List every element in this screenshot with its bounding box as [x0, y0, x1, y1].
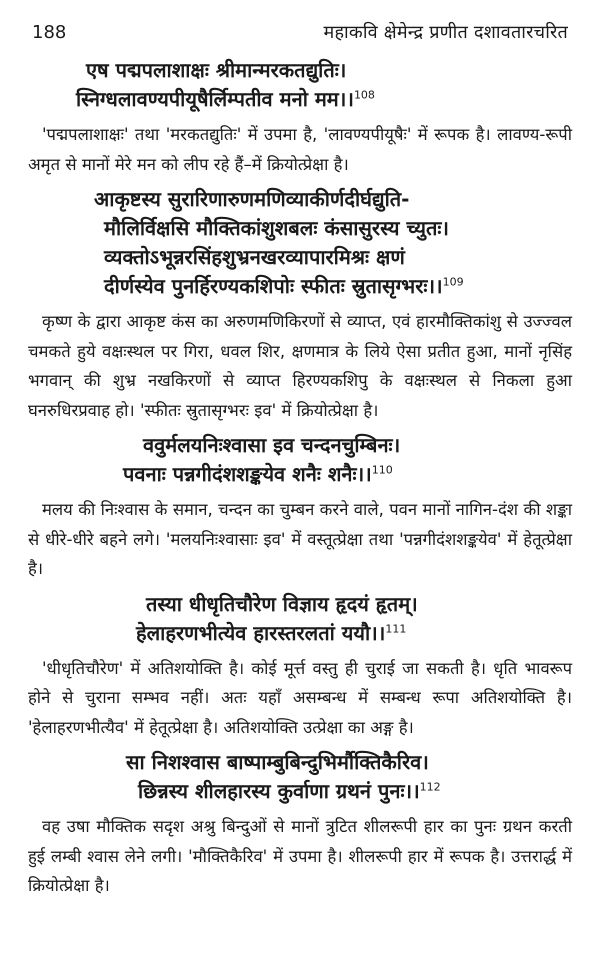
- verse-line: सा निशश्वास बाष्पाम्बुबिन्दुभिर्मौक्तिकैरिव।: [126, 750, 429, 774]
- verse-line-last: [28, 460, 572, 489]
- verse-111: [28, 590, 572, 648]
- commentary-paragraph: 'धीधृतिचौरेण' में अतिशयोक्ति है। कोई मूर्त्त वस्तु ही चुराई जा सकती है। धृति भावरूप होने से चुराना सम्भव नहीं। अतः यहाँ असम्बन्ध में सम्बन्ध रूपा अतिशयोक्ति है। 'हेलाहरणभीत्यैव' में हेतूत्प्रेक्षा है। अतिशयोक्ति उत्प्रेक्षा का अङ्ग है।: [28, 658, 572, 737]
- verse-line: व्यक्तोऽभून्नरसिंहशुभ्रनखरव्यापारमिश्रः क्षणं: [104, 245, 405, 269]
- verse-line: मौलिर्विक्षसि मौक्तिकांशुशबलः कंसासुरस्य च्युतः।: [104, 216, 449, 240]
- verse-line-text: स्निग्धलावण्यपीयूषैर्लिम्पतीव मनो मम।।: [76, 87, 354, 111]
- verse-112: [28, 748, 572, 806]
- commentary-paragraph: मलय की निःश्वास के समान, चन्दन का चुम्बन करने वाले, पवन मानों नागिन-दंश की शङ्का से धीरे-धीरे बहने लगे। 'मलयनिःश्वासाः इव' में वस्तूत्प्रेक्षा तथा 'पन्नगीदंशशङ्कयेव' में हेतूत्प्रेक्षा है।: [28, 500, 572, 578]
- verse-110: [28, 431, 572, 489]
- verse-108: [28, 56, 572, 114]
- verse-line-text: पवनाः पन्नगीदंशशङ्कयेव शनैः शनैः।।: [123, 462, 372, 486]
- verse-line: एष पद्मपलाशाक्षः श्रीमान्मरकतद्युतिः।: [86, 58, 347, 82]
- verse-line-text: छिन्नस्य शीलहारस्य कुर्वाणा ग्रथनं पुनः।।: [138, 779, 420, 803]
- running-title: महाकवि क्षेमेन्द्र प्रणीत दशावतारचरित: [323, 22, 568, 43]
- verse-line-text: हेलाहरणभीत्येव हारस्तरलतां ययौ।।: [136, 620, 386, 645]
- commentary-paragraph: कृष्ण के द्वारा आकृष्ट कंस का अरुणमणिकिरणों से व्याप्त, एवं हारमौक्तिकांशु से उज्ज्वल चमकते हुये वक्षःस्थल पर गिरा, धवल शिर, क्षणमात्र के लिये ऐसा प्रतीत हुआ, मानों नृसिंह भगवान् की शुभ्र नखकिरणों से व्याप्त हिरण्यकशिपु के वक्षःस्थल से निकला हुआ घनरुधिरप्रवाह हो। 'स्फीतः स्रुतासृग्भरः इव' में क्रियोत्प्रेक्षा है।: [28, 312, 572, 420]
- footnote-ref: 112: [419, 780, 441, 794]
- verse-109: [28, 185, 572, 301]
- verse-line-last: [28, 619, 572, 648]
- footnote-ref: 110: [371, 463, 393, 477]
- verse-line: ववुर्मलयनिःश्वासा इव चन्दनचुम्बिनः।: [143, 433, 401, 457]
- verse-line: तस्या धीधृतिचौरेण विज्ञाय हृदयं हृतम्।: [146, 591, 418, 616]
- page-number: 188: [32, 22, 67, 43]
- verse-line-text: दीर्णस्येव पुनर्हिरण्यकशिपोः स्फीतः स्रुतासृग्भरः।।: [104, 274, 443, 298]
- verse-line: आकृष्टस्य सुरारिणारुणमणिव्याकीर्णदीर्घद्युति-: [94, 187, 410, 211]
- commentary-paragraph: 'पद्मपलाशाक्षः' तथा 'मरकतद्युतिः' में उपमा है, 'लावण्यपीयूषैः' में रूपक है। लावण्य-रूपी अमृत से मानों मेरे मन को लीप रहे हैं–में क्रियोत्प्रेक्षा है।: [28, 125, 572, 174]
- footnote-ref: 108: [353, 88, 375, 102]
- page-header: [28, 20, 572, 44]
- verse-line-last: [28, 85, 572, 114]
- verse-line-last: [28, 272, 572, 301]
- commentary-paragraph: वह उषा मौक्तिक सदृश अश्रु बिन्दुओं से मानों त्रुटित शीलरूपी हार का पुनः ग्रथन करती हुई लम्बी श्वास लेने लगी। 'मौक्तिकैरिव' में उपमा है। शीलरूपी हार में रूपक है। उत्तरार्द्ध में क्रियोत्प्रेक्षा है।: [28, 817, 572, 895]
- verse-line-last: [28, 777, 572, 806]
- footnote-ref: 111: [385, 621, 407, 635]
- footnote-ref: 109: [442, 275, 464, 289]
